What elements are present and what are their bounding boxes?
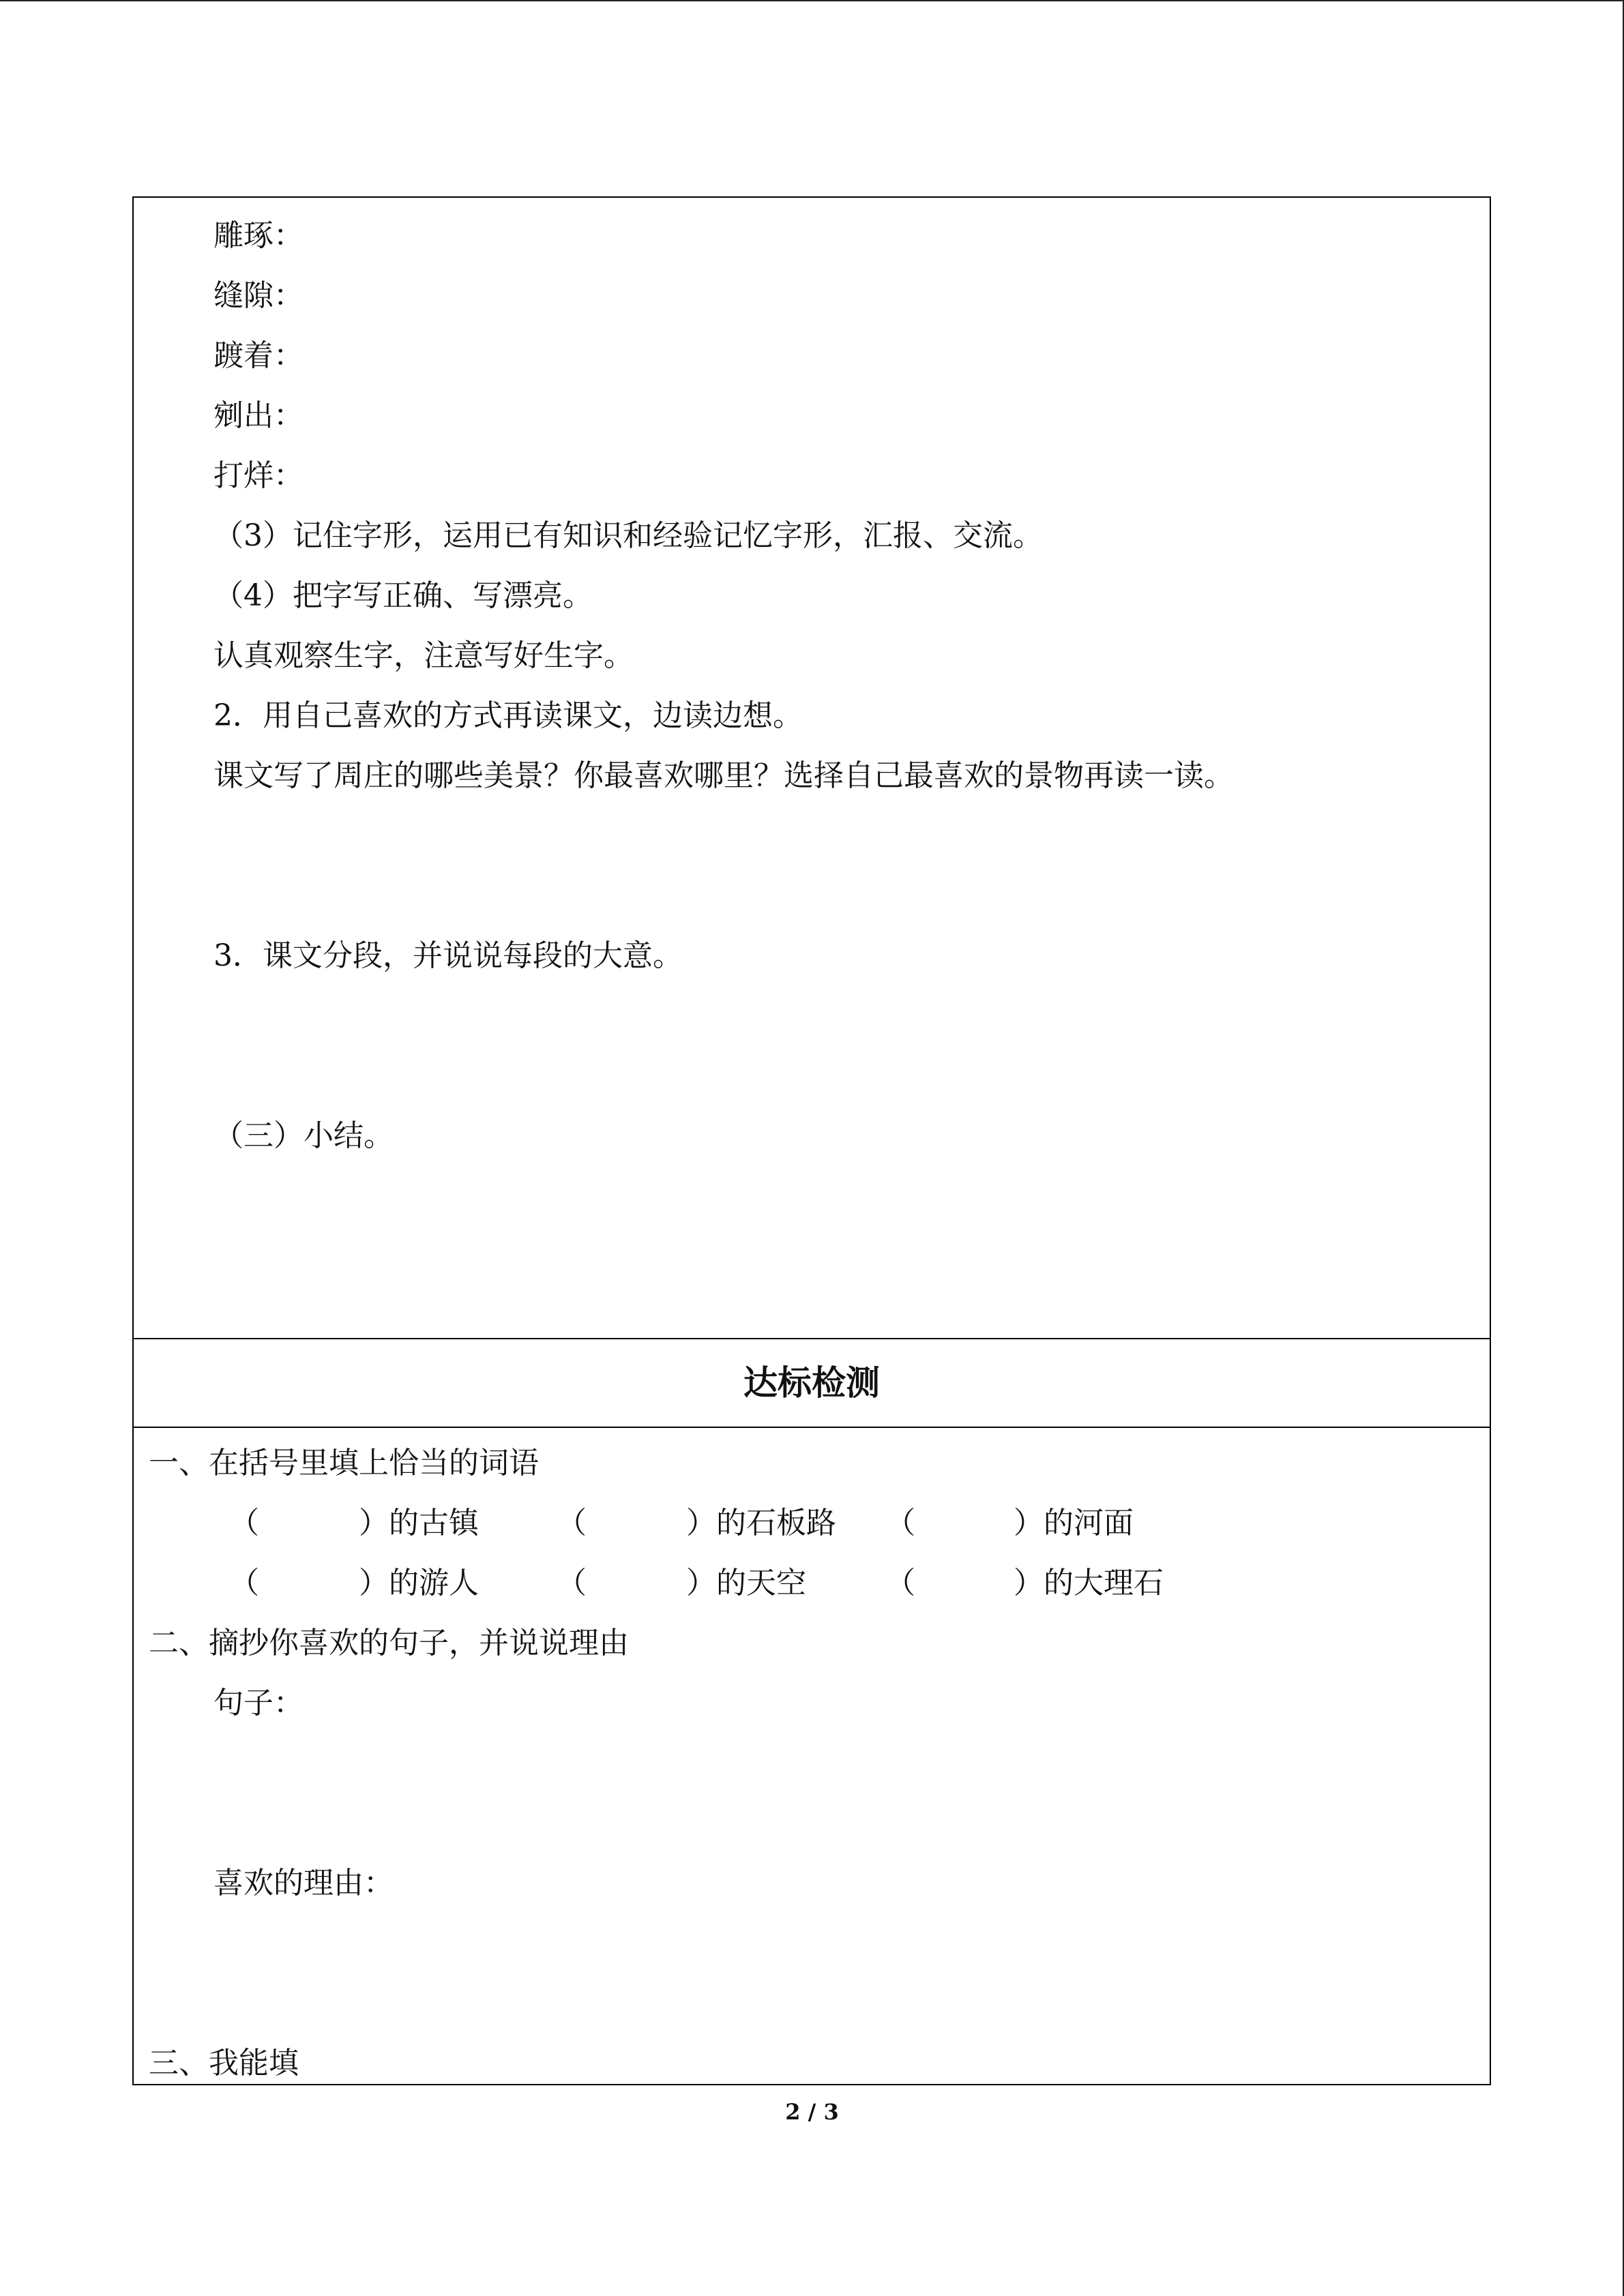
summary-heading: （三）小结。 — [213, 1118, 394, 1153]
vocab-item-duozhe: 踱着： — [213, 338, 304, 373]
task-reread-question: 课文写了周庄的哪些美景？你最喜欢哪里？选择自己最喜欢的景物再读一读。 — [213, 758, 1234, 793]
exercise-1-title: 一、在括号里填上恰当的词语 — [149, 1446, 539, 1480]
vocab-item-fengxi: 缝隙： — [213, 278, 304, 313]
page-number: 2 / 3 — [785, 2099, 839, 2125]
paren-open: （ — [557, 1506, 587, 1540]
blank-phrase: ）的河面 — [1014, 1506, 1134, 1540]
lesson-sheet-table — [132, 196, 1491, 2085]
exercise-3-title: 三、我能填 — [149, 2046, 299, 2081]
vocab-item-diaozhuo: 雕琢： — [213, 218, 304, 253]
step-observe-chars: 认真观察生字，注意写好生字。 — [213, 638, 634, 673]
vocab-item-wanchu: 剜出： — [213, 398, 304, 433]
paren-open: （ — [885, 1566, 915, 1600]
task-reread-text: 2．用自己喜欢的方式再读课文，边读边想。 — [213, 698, 803, 733]
section-title-assessment: 达标检测 — [134, 1339, 1490, 1428]
study-section — [134, 198, 1490, 1339]
blank-phrase: ）的大理石 — [1014, 1566, 1164, 1600]
fill-blank-row-1 — [134, 1506, 1490, 1541]
vocab-item-dayang: 打烊： — [213, 458, 304, 493]
paren-open: （ — [229, 1566, 259, 1600]
fill-blank-row-2 — [134, 1566, 1490, 1601]
exercise-2-title: 二、摘抄你喜欢的句子，并说说理由 — [149, 1626, 629, 1660]
paren-open: （ — [229, 1506, 259, 1540]
reason-label: 喜欢的理由： — [213, 1866, 394, 1900]
blank-phrase: ）的天空 — [686, 1566, 806, 1600]
step-write-correctly: （4）把字写正确、写漂亮。 — [213, 578, 593, 613]
step-remember-glyphs: （3）记住字形，运用已有知识和经验记忆字形，汇报、交流。 — [213, 518, 1043, 553]
task-paragraphs: 3．课文分段，并说说每段的大意。 — [213, 938, 683, 973]
paren-open: （ — [557, 1566, 587, 1600]
sentence-label: 句子： — [213, 1686, 304, 1720]
paren-open: （ — [885, 1506, 915, 1540]
blank-phrase: ）的石板路 — [686, 1506, 836, 1540]
blank-phrase: ）的游人 — [359, 1566, 479, 1600]
blank-phrase: ）的古镇 — [359, 1506, 479, 1540]
